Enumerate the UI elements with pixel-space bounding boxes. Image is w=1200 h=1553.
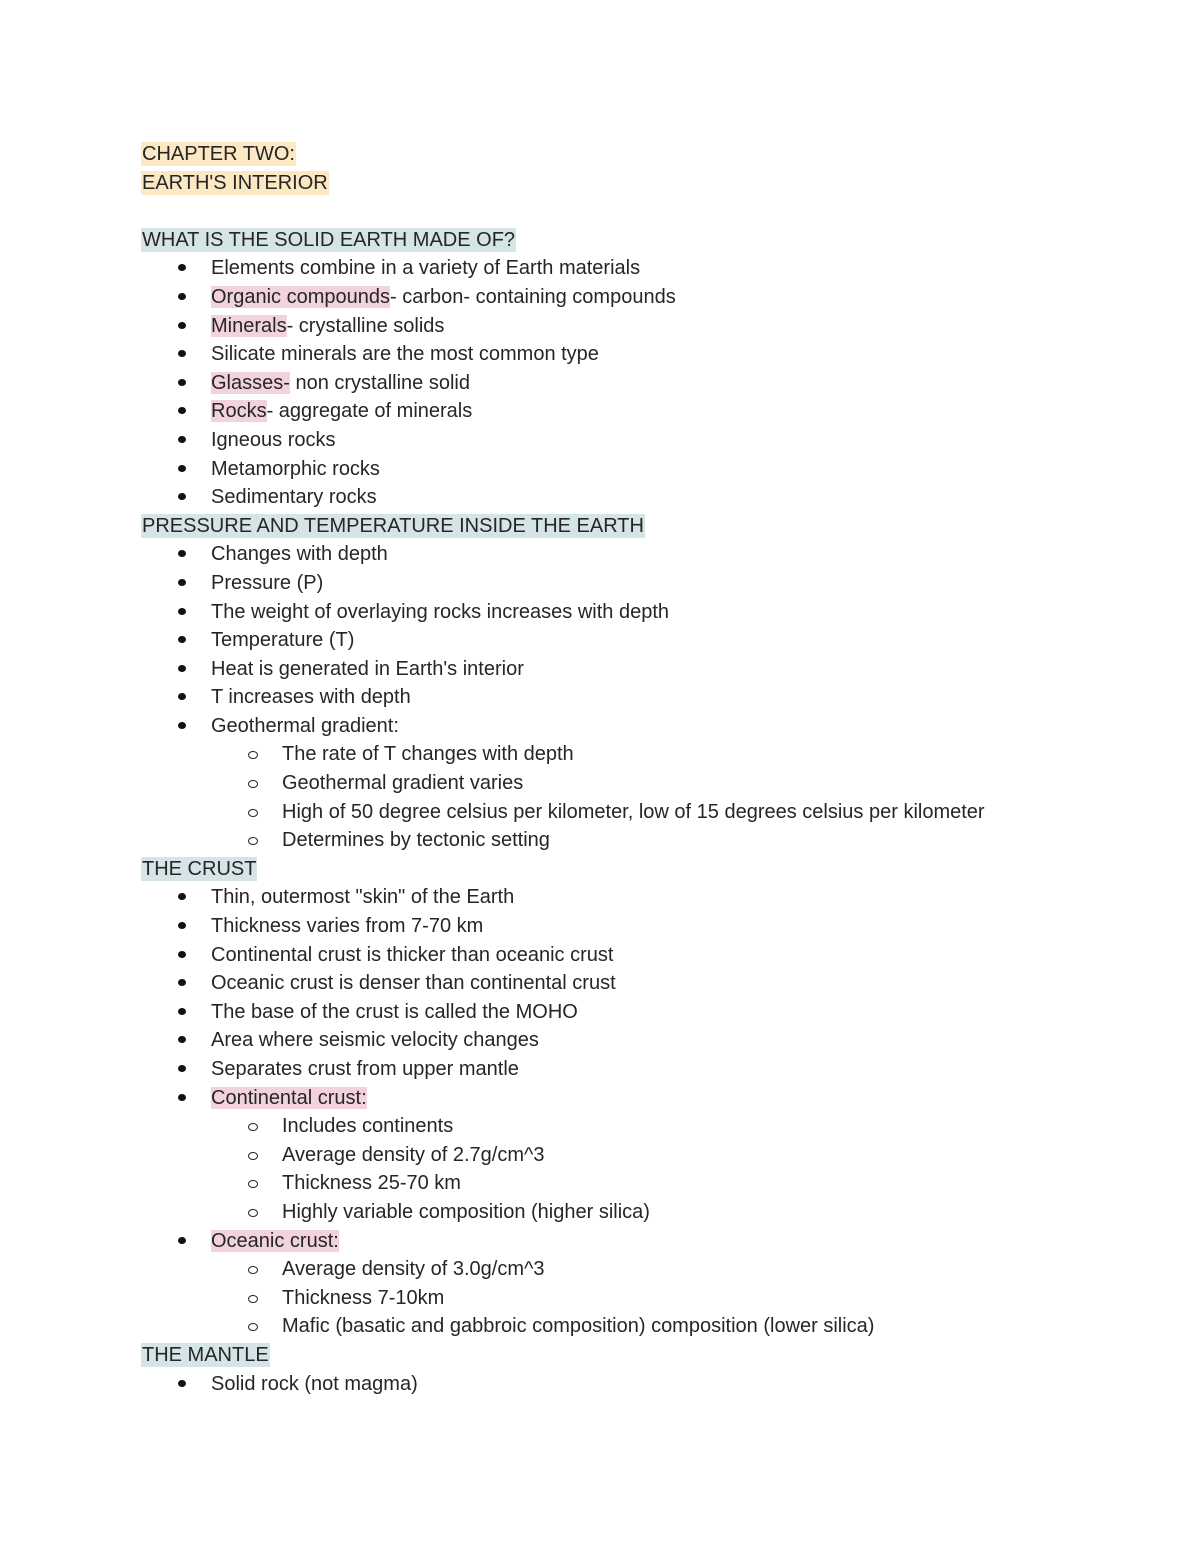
sub-item-text: High of 50 degree celsius per kilometer, low of 15 degrees celsius per kilometer (282, 800, 985, 823)
bullet-icon (177, 435, 187, 445)
item-text: Igneous rocks (211, 428, 336, 451)
circle-bullet-icon (248, 751, 258, 759)
item-text: non crystalline solid (289, 371, 470, 394)
sub-list-item (141, 1312, 1141, 1341)
item-text: Silicate minerals are the most common type (211, 343, 599, 366)
bullet-icon (177, 492, 187, 502)
highlighted-term: Organic compounds (211, 285, 390, 308)
list-item (141, 483, 1141, 512)
bullet-icon (177, 292, 187, 302)
list-item (141, 912, 1141, 941)
item-text: Pressure (P) (211, 571, 324, 594)
document-page (141, 140, 1141, 1398)
list-item (141, 655, 1141, 684)
chapter-title: CHAPTER TWO: (142, 143, 295, 165)
item-text: Solid rock (not magma) (211, 1372, 418, 1395)
circle-bullet-icon (248, 1323, 258, 1331)
sub-item-text: Geothermal gradient varies (282, 772, 524, 795)
list-item (141, 1026, 1141, 1055)
list-item (141, 1370, 1141, 1399)
bullet-icon (177, 978, 187, 988)
section-heading: WHAT IS THE SOLID EARTH MADE OF? (142, 228, 516, 251)
item-text: - aggregate of minerals (266, 400, 473, 423)
bullet-icon (177, 406, 187, 416)
item-text: - carbon- containing compounds (389, 285, 676, 308)
list-item (141, 540, 1141, 569)
circle-bullet-icon (248, 837, 258, 845)
sub-list-item (141, 1198, 1141, 1227)
item-text: T increases with depth (211, 686, 411, 709)
circle-bullet-icon (248, 1180, 258, 1188)
circle-bullet-icon (248, 1152, 258, 1160)
list-item (141, 397, 1141, 426)
circle-bullet-icon (248, 1209, 258, 1217)
bullet-icon (177, 578, 187, 588)
list-item (141, 598, 1141, 627)
sub-list-item (141, 1141, 1141, 1170)
circle-bullet-icon (248, 1123, 258, 1131)
bullet-icon (177, 950, 187, 960)
bullet-icon (177, 1236, 187, 1246)
section-heading: PRESSURE AND TEMPERATURE INSIDE THE EARTH (142, 514, 644, 537)
bullet-icon (177, 1064, 187, 1074)
section-heading-line (141, 1341, 1141, 1370)
list-item (141, 569, 1141, 598)
sub-item-text: Includes continents (282, 1115, 454, 1138)
list-item (141, 426, 1141, 455)
circle-bullet-icon (248, 809, 258, 817)
item-text: Sedimentary rocks (211, 486, 377, 509)
item-text: Thin, outermost "skin" of the Earth (211, 886, 515, 909)
highlighted-term: Oceanic crust: (211, 1229, 339, 1252)
list-item (141, 254, 1141, 283)
sub-item-text: Average density of 3.0g/cm^3 (282, 1258, 545, 1281)
circle-bullet-icon (248, 1295, 258, 1303)
spacer (141, 197, 1141, 226)
item-text: Metamorphic rocks (211, 457, 380, 480)
bullet-icon (177, 692, 187, 702)
item-text: Oceanic crust is denser than continental crust (211, 972, 616, 995)
sub-item-text: Highly variable composition (higher silica) (282, 1200, 650, 1223)
sub-item-text: Thickness 7-10km (282, 1286, 445, 1309)
circle-bullet-icon (248, 1266, 258, 1274)
list-item (141, 283, 1141, 312)
item-text: The base of the crust is called the MOHO (211, 1000, 578, 1023)
item-text: - crystalline solids (286, 314, 445, 337)
sub-item-text: Mafic (basatic and gabbroic composition) composition (lower silica) (282, 1315, 875, 1338)
item-text: Geothermal gradient: (211, 714, 399, 737)
item-text: Continental crust is thicker than oceanic crust (211, 943, 614, 966)
item-text: Heat is generated in Earth's interior (211, 657, 524, 680)
list-item (141, 312, 1141, 341)
section-heading: THE CRUST (142, 857, 257, 880)
list-item (141, 455, 1141, 484)
bullet-icon (177, 378, 187, 388)
bullet-icon (177, 721, 187, 731)
bullet-icon (177, 1035, 187, 1045)
bullet-icon (177, 549, 187, 559)
item-text: Separates crust from upper mantle (211, 1058, 519, 1080)
sub-item-text: The rate of T changes with depth (282, 743, 574, 766)
bullet-icon (177, 921, 187, 931)
sub-list-item (141, 740, 1141, 769)
list-item (141, 369, 1141, 398)
item-text: Elements combine in a variety of Earth materials (211, 257, 641, 280)
list-item (141, 626, 1141, 655)
sub-list-item (141, 1255, 1141, 1284)
item-text: Thickness varies from 7-70 km (211, 915, 484, 938)
item-text: The weight of overlaying rocks increases with depth (211, 600, 670, 623)
circle-bullet-icon (248, 780, 258, 788)
bullet-icon (177, 263, 187, 273)
list-item (141, 1084, 1141, 1113)
section-heading-line (141, 512, 1141, 541)
bullet-icon (177, 892, 187, 902)
item-text: Area where seismic velocity changes (211, 1029, 539, 1052)
list-item (141, 340, 1141, 369)
sub-list-item (141, 826, 1141, 855)
sub-list-item (141, 1169, 1141, 1198)
sub-list-item (141, 769, 1141, 798)
bullet-icon (177, 321, 187, 331)
bullet-icon (177, 1093, 187, 1103)
sub-list-item (141, 1284, 1141, 1313)
list-item (141, 683, 1141, 712)
highlighted-term: Continental crust: (211, 1086, 367, 1109)
chapter-subtitle: EARTH'S INTERIOR (142, 171, 328, 194)
list-item (141, 998, 1141, 1027)
list-item (141, 941, 1141, 970)
notes-body (141, 226, 1141, 1398)
list-item (141, 883, 1141, 912)
sub-item-text: Determines by tectonic setting (282, 829, 550, 852)
bullet-icon (177, 607, 187, 617)
sub-list-item (141, 798, 1141, 827)
section-heading-line (141, 855, 1141, 884)
list-item (141, 969, 1141, 998)
sub-item-text: Average density of 2.7g/cm^3 (282, 1143, 545, 1166)
highlighted-term: Glasses- (211, 371, 290, 394)
bullet-icon (177, 664, 187, 674)
sub-list-item (141, 1112, 1141, 1141)
highlighted-term: Rocks (211, 400, 267, 423)
bullet-icon (177, 349, 187, 359)
bullet-icon (177, 635, 187, 645)
list-item (141, 712, 1141, 741)
item-text: Temperature (T) (211, 629, 355, 652)
section-heading: THE MANTLE (142, 1343, 269, 1366)
highlighted-term: Minerals (211, 314, 287, 337)
list-item (141, 1227, 1141, 1256)
sub-item-text: Thickness 25-70 km (282, 1172, 461, 1195)
bullet-icon (177, 1007, 187, 1017)
bullet-icon (177, 1379, 187, 1389)
item-text: Changes with depth (211, 543, 388, 566)
list-item (141, 1055, 1141, 1084)
section-heading-line (141, 226, 1141, 255)
bullet-icon (177, 464, 187, 474)
